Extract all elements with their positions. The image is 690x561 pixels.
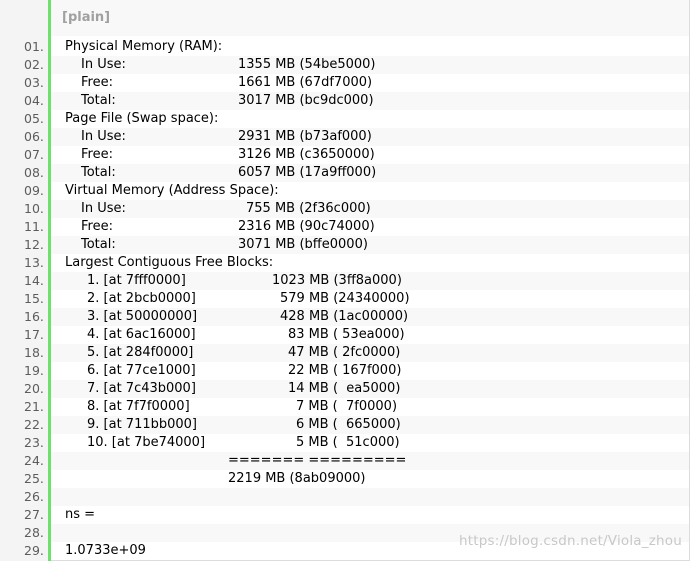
- code-line: [0, 380, 690, 398]
- line-number: 01.: [24, 39, 44, 54]
- code-line: [0, 182, 690, 200]
- code-line: [0, 38, 690, 56]
- line-number: 07.: [24, 147, 44, 162]
- code-text: ns =: [65, 507, 96, 522]
- code-line: [0, 434, 690, 452]
- line-number: 05.: [24, 111, 44, 126]
- code-line: [0, 164, 690, 182]
- code-line: [0, 398, 690, 416]
- line-number: 02.: [24, 57, 44, 72]
- code-text: Physical Memory (RAM):: [65, 39, 223, 54]
- code-text: In Use:: [81, 57, 126, 72]
- line-number: 03.: [24, 75, 44, 90]
- code-value: 6 MB ( 665000): [296, 417, 401, 432]
- code-value: 3126 MB (c3650000): [238, 147, 375, 162]
- code-line: [0, 56, 690, 74]
- code-text: 1. [at 7fff0000]: [87, 273, 186, 288]
- code-value: 428 MB (1ac00000): [280, 309, 409, 324]
- code-line-bg: [51, 236, 689, 254]
- code-line: [0, 74, 690, 92]
- line-number: 13.: [24, 255, 44, 270]
- line-number: 08.: [24, 165, 44, 180]
- code-value: 47 MB ( 2fc0000): [288, 345, 401, 360]
- line-number: 29.: [24, 543, 44, 558]
- code-line: [0, 506, 690, 524]
- code-line: [0, 308, 690, 326]
- total-value: 2219 MB (8ab09000): [228, 471, 366, 486]
- line-number: 10.: [24, 201, 44, 216]
- line-number: 28.: [24, 525, 44, 540]
- code-value: 6057 MB (17a9ff000): [238, 165, 377, 180]
- code-line: [0, 110, 690, 128]
- code-value: 1023 MB (3ff8a000): [272, 273, 402, 288]
- code-text: Free:: [81, 75, 113, 90]
- code-text: 1.0733e+09: [65, 543, 146, 558]
- separator-line: ======= =========: [228, 453, 407, 468]
- line-number: 19.: [24, 363, 44, 378]
- code-value: 579 MB (24340000): [280, 291, 410, 306]
- code-value: 22 MB ( 167f000): [288, 363, 402, 378]
- line-number: 26.: [24, 489, 44, 504]
- code-text: Page File (Swap space):: [65, 111, 219, 126]
- code-text: In Use:: [81, 201, 126, 216]
- code-text: 9. [at 711bb000]: [87, 417, 198, 432]
- code-value: 7 MB ( 7f0000): [296, 399, 398, 414]
- code-text: Virtual Memory (Address Space):: [65, 183, 279, 198]
- line-number: 14.: [24, 273, 44, 288]
- line-number: 20.: [24, 381, 44, 396]
- code-text: Free:: [81, 147, 113, 162]
- line-number: 24.: [24, 453, 44, 468]
- code-line-bg: [51, 470, 689, 488]
- line-number: 11.: [24, 219, 44, 234]
- code-line: [0, 146, 690, 164]
- code-line: [0, 470, 690, 488]
- code-text: 4. [at 6ac16000]: [87, 327, 196, 342]
- code-line-bg: [51, 506, 689, 524]
- code-line: [0, 344, 690, 362]
- line-number: 22.: [24, 417, 44, 432]
- code-text: 2. [at 2bcb0000]: [87, 291, 196, 306]
- code-line: [0, 290, 690, 308]
- code-value: 83 MB ( 53ea000): [288, 327, 405, 342]
- code-line: [0, 92, 690, 110]
- line-number: 18.: [24, 345, 44, 360]
- code-value: 2931 MB (b73af000): [238, 129, 372, 144]
- line-number: 17.: [24, 327, 44, 342]
- code-value: 1661 MB (67df7000): [238, 75, 373, 90]
- code-line: [0, 254, 690, 272]
- code-line: [0, 326, 690, 344]
- code-line: [0, 218, 690, 236]
- code-line: [0, 200, 690, 218]
- line-number: 12.: [24, 237, 44, 252]
- code-text: Free:: [81, 219, 113, 234]
- code-line: [0, 488, 690, 506]
- code-value: 5 MB ( 51c000): [296, 435, 400, 450]
- code-text: 5. [at 284f0000]: [87, 345, 194, 360]
- line-number: 27.: [24, 507, 44, 522]
- code-text: Total:: [81, 237, 116, 252]
- language-tag[interactable]: [plain]: [62, 10, 111, 25]
- line-number: 16.: [24, 309, 44, 324]
- code-value: 3071 MB (bffe0000): [238, 237, 368, 252]
- code-text: Largest Contiguous Free Blocks:: [65, 255, 274, 270]
- code-line: [0, 128, 690, 146]
- code-text: 7. [at 7c43b000]: [87, 381, 196, 396]
- line-number: 25.: [24, 471, 44, 486]
- code-value: 1355 MB (54be5000): [238, 57, 376, 72]
- code-text: In Use:: [81, 129, 126, 144]
- code-line: [0, 272, 690, 290]
- code-value: 14 MB ( ea5000): [288, 381, 401, 396]
- line-number: 06.: [24, 129, 44, 144]
- code-text: Total:: [81, 165, 116, 180]
- code-text: 8. [at 7f7f0000]: [87, 399, 190, 414]
- line-number: 21.: [24, 399, 44, 414]
- code-text: 3. [at 50000000]: [87, 309, 198, 324]
- code-text: 10. [at 7be74000]: [87, 435, 206, 450]
- code-line-bg: [51, 488, 689, 506]
- code-line: [0, 452, 690, 470]
- line-number: 15.: [24, 291, 44, 306]
- code-value: 3017 MB (bc9dc000): [238, 93, 374, 108]
- code-value: 755 MB (2f36c000): [246, 201, 371, 216]
- line-number: 23.: [24, 435, 44, 450]
- code-line: [0, 236, 690, 254]
- code-value: 2316 MB (90c74000): [238, 219, 375, 234]
- line-number: 04.: [24, 93, 44, 108]
- watermark: https://blog.csdn.net/Viola_zhou: [459, 533, 682, 549]
- code-line: [0, 362, 690, 380]
- code-text: 6. [at 77ce1000]: [87, 363, 196, 378]
- code-line: [0, 416, 690, 434]
- code-header: [51, 0, 689, 36]
- line-number: 09.: [24, 183, 44, 198]
- code-text: Total:: [81, 93, 116, 108]
